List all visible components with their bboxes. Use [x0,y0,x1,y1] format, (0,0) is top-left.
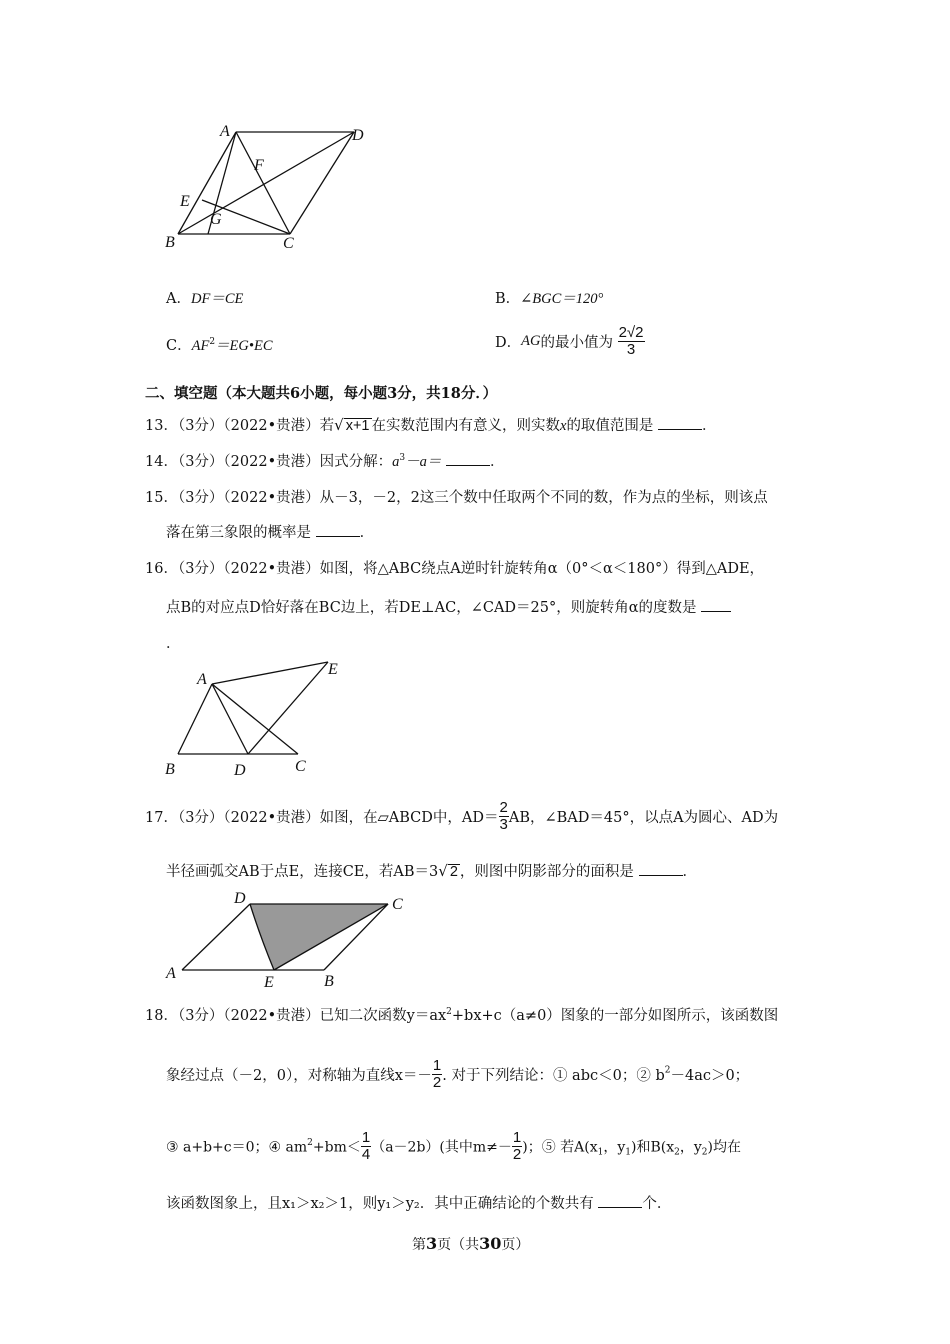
label-C: C [295,758,306,775]
answer-blank[interactable] [316,535,360,537]
option-D-fraction: $\frac{2√2}{3}$ [618,324,644,358]
label-C: C [392,896,403,913]
triangle-figure [160,656,360,781]
label-A: A [197,671,207,688]
label-B: B [165,234,175,251]
answer-blank[interactable] [446,464,490,466]
option-C[interactable]: C．$AF^2=EG•EC$ [166,337,273,354]
parallelogram-figure [160,886,410,996]
label-G: G [210,211,222,228]
question-16-line3: ． [166,636,181,652]
question-18-line3: ③ a+b+c＝0；④ $am^2+bm<$ $\frac{1}{4}$ （a－2b）(其中m≠－ $\frac{1}{2}$ )；⑤ 若$A(x_1$，$y_1$)和$B(x_2$，$y_2$)均在 [166,1129,741,1163]
option-A[interactable]: A．DF＝CE [166,291,244,307]
answer-blank[interactable] [701,610,731,612]
rhombus-figure [160,118,390,258]
answer-blank[interactable] [598,1206,642,1208]
label-C: C [283,235,294,252]
fraction: $\frac{2}{3}$ [499,799,508,833]
question-18-line2: 象经过点（－2，0），对称轴为直线x＝－ $\frac{1}{2}$ . 对于下列结论：① abc＜0；② $b^2-4ac>0$； [166,1057,750,1091]
question-13: 13．（3分）（2022•贵港）若√ x+1 在实数范围内有意义，则实数x的取值范围是 ． [145,416,717,434]
label-B: B [324,973,334,990]
label-E: E [264,974,274,991]
option-D[interactable]: D．AG的最小值为 $\frac{2√2}{3}$ [495,324,644,358]
label-D: D [234,762,246,779]
question-16-line1: 16．（3分）（2022•贵港）如图，将△ABC绕点A逆时针旋转角α（0°＜α＜180°）得到△ADE， [145,561,765,577]
label-F: F [254,157,264,174]
fraction: $\frac{1}{2}$ [432,1057,442,1091]
page-footer: 第3页（共30页） [412,1234,530,1253]
question-15-line2: 落在第三象限的概率是 ． [166,525,375,541]
label-D: D [234,890,246,907]
question-18-line4: 该函数图象上，且x₁＞x₂＞1，则y₁＞y₂．其中正确结论的个数共有 个． [166,1196,672,1212]
fraction: $\frac{1}{2}$ [512,1129,522,1163]
label-A: A [220,123,230,140]
label-E: E [180,193,190,210]
fraction: $\frac{1}{4}$ [361,1129,371,1163]
answer-blank[interactable] [658,428,702,430]
question-16-line2: 点B的对应点D恰好落在BC边上，若DE⊥AC，∠CAD＝25°，则旋转角α的度数是 [166,596,731,617]
question-17-line1: 17．（3分）（2022•贵港）如图，在▱ABCD中，AD＝ $\frac{2}{3}$ AB，∠BAD＝45°，以点A为圆心、AD为 [145,799,779,833]
answer-blank[interactable] [639,874,683,876]
label-A: A [166,965,176,982]
label-E: E [328,661,338,678]
label-D: D [352,127,364,144]
label-B: B [165,761,175,778]
option-B[interactable]: B．∠BGC＝120° [495,291,604,307]
question-14: 14．（3分）（2022•贵港）因式分解：$a^3-a=$ ． [145,453,505,470]
question-18-line1: 18．（3分）（2022•贵港）已知二次函数$y=ax^2+bx+c(a\ne 0)$图象的一部分如图所示，该函数图 [145,1007,779,1024]
question-17-line2: 半径画弧交AB于点E，连接CE，若AB＝3√ 2 ，则图中阴影部分的面积是 ． [166,862,697,880]
question-15-line1: 15．（3分）（2022•贵港）从－3，－2，2这三个数中任取两个不同的数，作为点的坐标，则该点 [145,490,768,506]
section-heading: 二、填空题（本大题共6小题，每小题3分，共18分．） [145,385,498,402]
